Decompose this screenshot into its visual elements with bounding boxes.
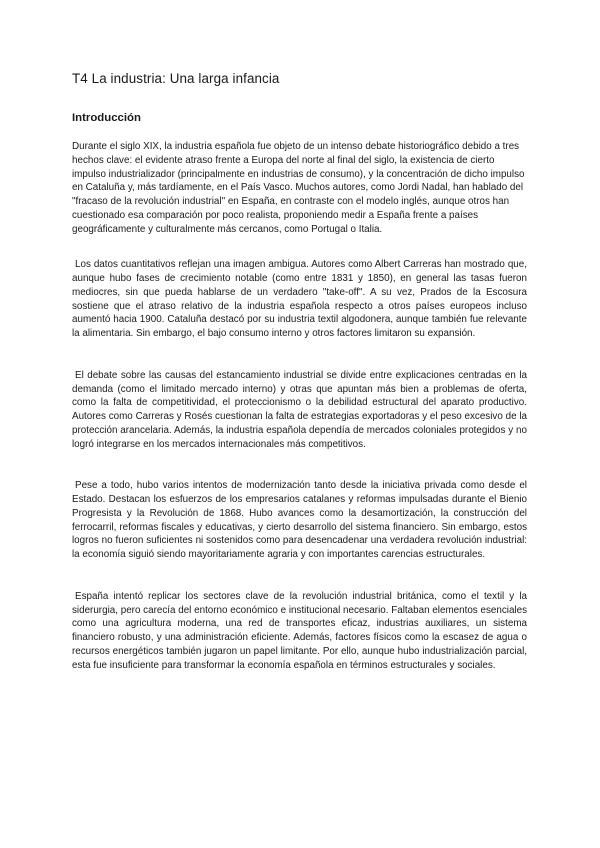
document-title: T4 La industria: Una larga infancia <box>72 71 280 86</box>
document-page <box>72 70 527 672</box>
paragraph-5: España intentó replicar los sectores clave de la revolución industrial británica, como el textil y la siderurgia, pero carecía del entorno económico e institucional necesario. Faltaban elementos esenciales como una agricultura moderna, una red de transportes eficaz, industrias auxiliares, un sistema financiero robusto, y una administración eficiente. Además, factores físicos como la escasez de agua o recursos energéticos también jugaron un papel limitante. Por ello, aunque hubo industrialización parcial, esta fue insuficiente para transformar la economía española en términos estructurales y sociales. <box>72 590 527 671</box>
paragraph-1: Durante el siglo XIX, la industria española fue objeto de un intenso debate historiográfico debido a tres hechos clave: el evidente atraso frente a Europa del norte al final del siglo, la existencia de cierto impulso industrializador (principalmente en industrias de consumo), y la concentración de dicho impulso en Cataluña y, más tardíamente, en el País Vasco. Muchos autores, como Jordi Nadal, han hablado del "fracaso de la revolución industrial" en España, en contraste con el modelo inglés, aunque otros han cuestionado esa comparación por poco realista, proponiendo medir a España frente a países geográficamente y culturalmente más cercanos, como Portugal o Italia. <box>72 141 525 235</box>
section-heading: Introducción <box>72 112 141 124</box>
paragraph-3: El debate sobre las causas del estancamiento industrial se divide entre explicaciones centradas en la demanda (como el limitado mercado interno) y otras que apuntan más bien a problemas de oferta, como la falta de competitividad, el proteccionismo o la debilidad estructural del aparato productivo. Autores como Carreras y Rosés cuestionan la falta de estrategias exportadoras y el peso excesivo de la protección arancelaria. Además, la industria española dependía de mercados coloniales protegidos y no logró integrarse en los mercados internacionales más competitivos. <box>72 369 527 450</box>
paragraph-4: Pese a todo, hubo varios intentos de modernización tanto desde la iniciativa privada como desde el Estado. Destacan los esfuerzos de los empresarios catalanes y reformas impulsadas durante el Bienio Progresista y la Revolución de 1868. Hubo avances como la desamortización, la construcción del ferrocarril, reformas fiscales y educativas, y cierto desarrollo del sistema financiero. Sin embargo, estos logros no fueron suficientes ni sostenidos como para desencadenar una verdadera revolución industrial: la economía siguió siendo mayoritariamente agraria y con importantes carencias estructurales. <box>72 480 527 560</box>
paragraph-2: Los datos cuantitativos reflejan una imagen ambigua. Autores como Albert Carreras han mostrado que, aunque hubo fases de crecimiento notable (como entre 1831 y 1850), en general las tasas fueron mediocres, sin que pueda hablarse de un verdadero "take-off". A su vez, Prados de la Escosura sostiene que el atraso relativo de la industria española respecto a otros países europeos incluso aumentó hacia 1900. Cataluña destacó por su industria textil algodonera, aunque también fue relevante la alimentaria. Sin embargo, el bajo consumo interno y otros factores limitaron su expansión. <box>72 259 527 339</box>
